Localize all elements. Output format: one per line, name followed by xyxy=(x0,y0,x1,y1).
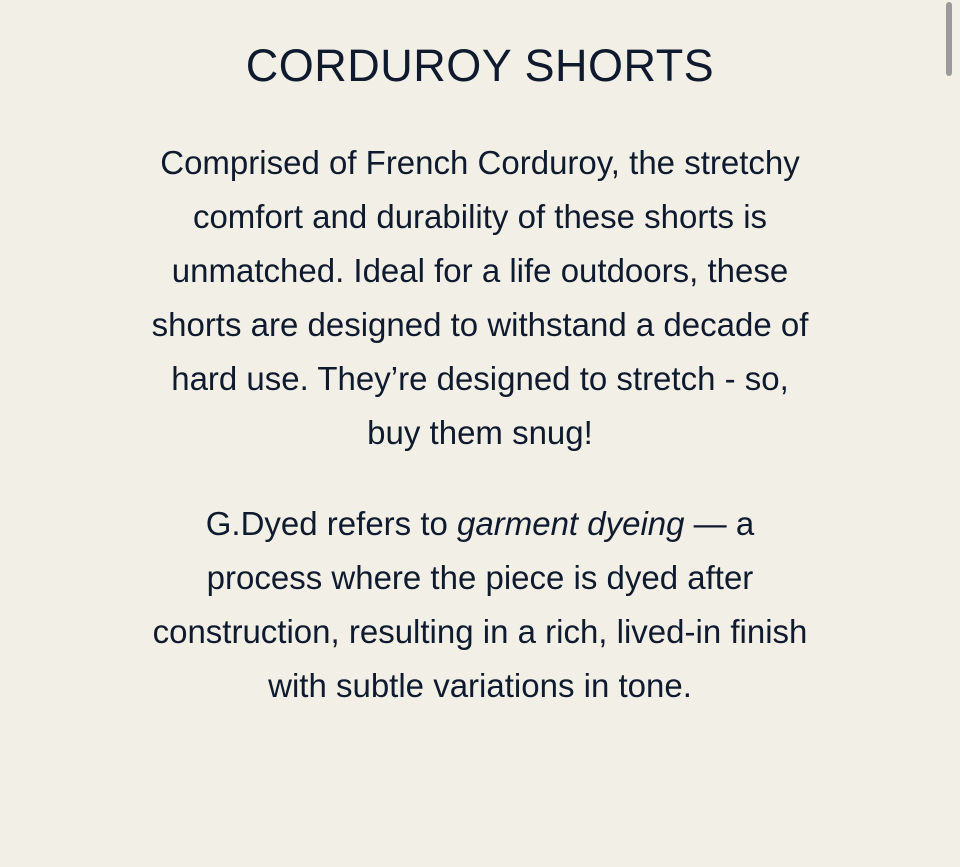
description-line: comfort and durability of these shorts is xyxy=(192,198,768,235)
dye-note-line xyxy=(100,497,860,551)
dye-note-emphasis: garment dyeing xyxy=(457,505,685,542)
vertical-scrollbar[interactable] xyxy=(946,2,952,76)
dye-note-line: construction, resulting in a rich, lived-in finish xyxy=(152,613,808,650)
dye-note-intro: G.Dyed refers to xyxy=(205,505,458,542)
dye-note xyxy=(100,497,860,713)
dye-note-dash: — a xyxy=(684,505,755,542)
description-line: hard use. They’re designed to stretch - so, xyxy=(171,360,789,397)
product-title: CORDUROY SHORTS xyxy=(245,40,715,91)
description-line: buy them snug! xyxy=(367,414,593,451)
product-description xyxy=(100,136,860,460)
dye-note-line: with subtle variations in tone. xyxy=(268,667,692,704)
description-line: Comprised of French Corduroy, the stretchy xyxy=(160,144,800,181)
description-line: shorts are designed to withstand a decade of xyxy=(151,306,809,343)
description-line: unmatched. Ideal for a life outdoors, these xyxy=(171,252,789,289)
dye-note-line: process where the piece is dyed after xyxy=(206,559,754,596)
